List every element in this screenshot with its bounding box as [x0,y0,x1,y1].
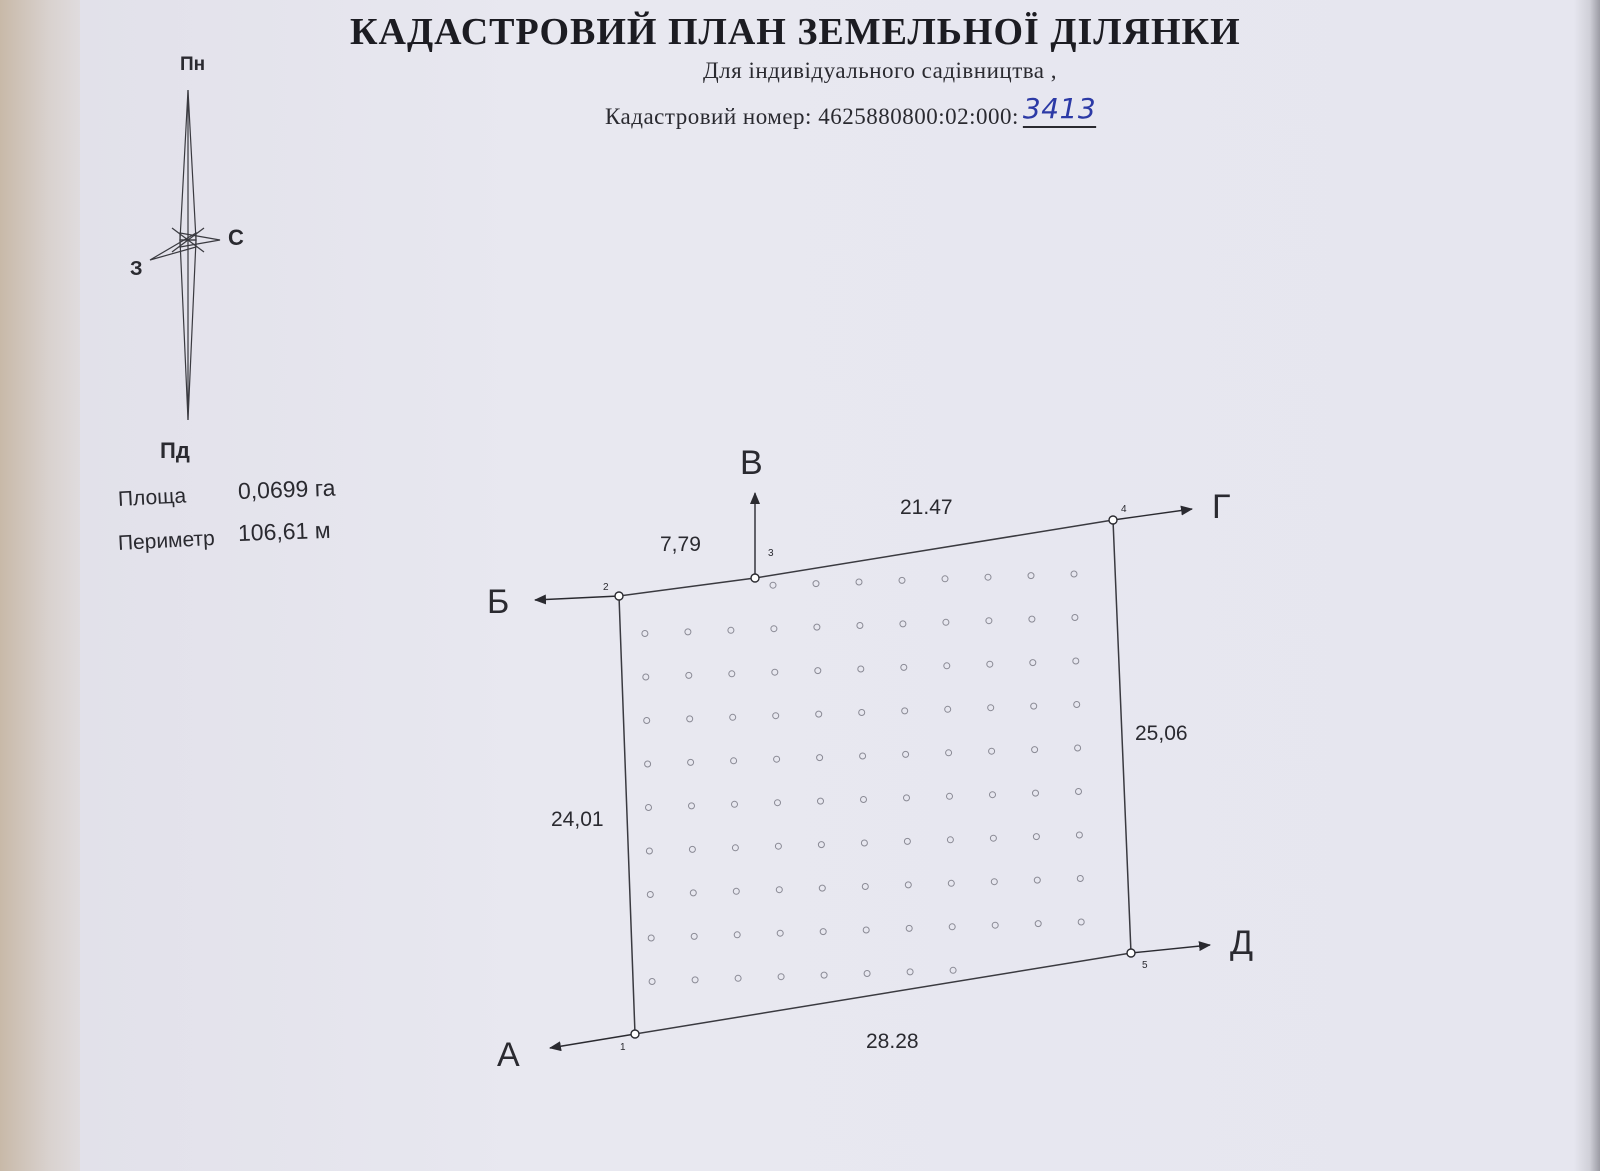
hatch-dot [735,975,741,981]
hatch-dot [729,671,735,677]
vertex-number-1: 1 [620,1042,626,1053]
neighbor-label-g: Г [1212,488,1231,526]
area-label: Площа [117,484,187,511]
hatch-dot [861,840,867,846]
hatch-dot [862,884,868,890]
hatch-dot [777,930,783,936]
hatch-dot [899,577,905,583]
hatch-dot [986,618,992,624]
hatch-dot [1035,921,1041,927]
hatch-dot [859,710,865,716]
hatch-dot [647,892,653,898]
neighbor-label-a: А [497,1036,520,1074]
vertex-marker-4 [1109,516,1117,524]
hatch-dot [815,668,821,674]
neighbor-label-v: В [740,444,763,482]
vertex-number-3: 3 [768,548,774,559]
hatch-dot [1074,702,1080,708]
hatch-dot [856,579,862,585]
hatch-dot [818,842,824,848]
compass-west-label: З [130,258,143,280]
hatch-dot [689,803,695,809]
vertex-number-5: 5 [1142,960,1148,971]
hatch-dot [817,755,823,761]
land-purpose: Для індивідуального садівництва , [702,58,1058,83]
vertex-number-2: 2 [603,582,609,593]
hatch-dot [1075,745,1081,751]
hatch-dot [905,882,911,888]
hatch-dot [732,845,738,851]
hatch-dot [773,713,779,719]
document-title: КАДАСТРОВИЙ ПЛАН ЗЕМЕЛЬНОЇ ДІЛЯНКИ [350,11,1241,53]
hatch-dot [688,759,694,765]
hatch-dot [900,621,906,627]
hatch-dot [814,624,820,630]
side-length-2-3: 7,79 [660,533,701,556]
hatch-dot [1031,703,1037,709]
hatch-dot [903,751,909,757]
vertex-marker-5 [1127,949,1135,957]
hatch-dot [950,967,956,973]
hatch-dot [690,890,696,896]
hatch-dot [901,664,907,670]
hatch-dot [1034,877,1040,883]
hatch-dot [1071,571,1077,577]
hatch-dot [864,971,870,977]
hatch-dot [816,711,822,717]
hatch-dot [645,761,651,767]
hatch-dot [776,887,782,893]
hatch-dot [944,663,950,669]
vertex-marker-1 [631,1030,639,1038]
hatch-dot [644,718,650,724]
hatch-dot [819,885,825,891]
perimeter-label: Периметр [117,526,216,555]
hatch-dot [990,835,996,841]
cadastral-number-handwritten: 3413 [1022,92,1097,125]
hatch-dot [1033,790,1039,796]
hatch-dot [1072,615,1078,621]
hatch-dot [774,756,780,762]
area-value: 0,0699 га [237,474,336,504]
hatch-dot [643,674,649,680]
hatch-dot [642,631,648,637]
neighbor-label-d: Д [1230,924,1254,962]
hatch-dot [858,666,864,672]
compass-south-label: Пд [160,438,190,463]
side-length-1-2: 24,01 [551,808,604,831]
hatch-dot [904,795,910,801]
hatch-dot [775,843,781,849]
hatch-dot [1032,747,1038,753]
perimeter-value: 106,61 м [237,516,331,546]
side-length-3-4: 21.47 [900,496,953,519]
hatch-dot [991,879,997,885]
hatch-dot [1078,919,1084,925]
hatch-dot [860,753,866,759]
hatch-dot [1033,834,1039,840]
hatch-dot [691,933,697,939]
hatch-dot [947,837,953,843]
hatch-dot [861,797,867,803]
parcel-boundary [619,520,1131,1034]
hatch-dot [1029,616,1035,622]
hatch-dot [989,748,995,754]
hatch-dot [692,977,698,983]
hatch-dot [987,661,993,667]
hatch-dot [731,758,737,764]
hatch-dot [772,669,778,675]
hatch-dot [820,929,826,935]
hatch-dot [1073,658,1079,664]
vertex-number-4: 4 [1121,504,1127,515]
neighbor-arrow-b [535,596,619,600]
hatch-dot [775,800,781,806]
hatch-dot [863,927,869,933]
hatch-dot [1076,789,1082,795]
hatch-dot [1077,876,1083,882]
hatch-dot [687,716,693,722]
hatch-dot [813,581,819,587]
hatch-dot [1076,832,1082,838]
neighbor-label-b: Б [487,583,510,621]
hatch-dot [821,972,827,978]
hatch-dot [949,924,955,930]
hatch-dot [907,969,913,975]
hatch-dot [689,846,695,852]
hatch-dot [943,619,949,625]
neighbor-arrow-d [1131,945,1210,953]
hatch-dot [732,801,738,807]
hatch-dot [946,750,952,756]
hatch-dot [947,793,953,799]
garden-hatch-pattern [642,571,1084,985]
hatch-dot [857,623,863,629]
hatch-dot [685,629,691,635]
hatch-dot [734,932,740,938]
hatch-dot [1030,660,1036,666]
hatch-dot [1028,573,1034,579]
hatch-dot [778,974,784,980]
side-length-5-1: 28.28 [866,1030,919,1053]
hatch-dot [902,708,908,714]
hatch-dot [990,792,996,798]
vertex-marker-3 [751,574,759,582]
hatch-dot [945,706,951,712]
hatch-dot [728,627,734,633]
hatch-dot [992,922,998,928]
hatch-dot [648,935,654,941]
hatch-dot [649,979,655,985]
compass-east-label: С [228,225,244,250]
hatch-dot [942,576,948,582]
hatch-dot [770,582,776,588]
hatch-dot [904,838,910,844]
hatch-dot [686,672,692,678]
hatch-dot [948,880,954,886]
cadastral-number-label: Кадастровий номер: 4625880800:02:000: [605,104,1019,129]
hatch-dot [771,626,777,632]
hatch-dot [733,888,739,894]
hatch-dot [988,705,994,711]
hatch-dot [646,805,652,811]
hatch-dot [646,848,652,854]
side-length-4-5: 25,06 [1135,722,1188,745]
hatch-dot [730,714,736,720]
hatch-dot [906,925,912,931]
compass-north-label: Пн [180,54,206,75]
vertex-marker-2 [615,592,623,600]
hatch-dot [985,574,991,580]
hatch-dot [818,798,824,804]
